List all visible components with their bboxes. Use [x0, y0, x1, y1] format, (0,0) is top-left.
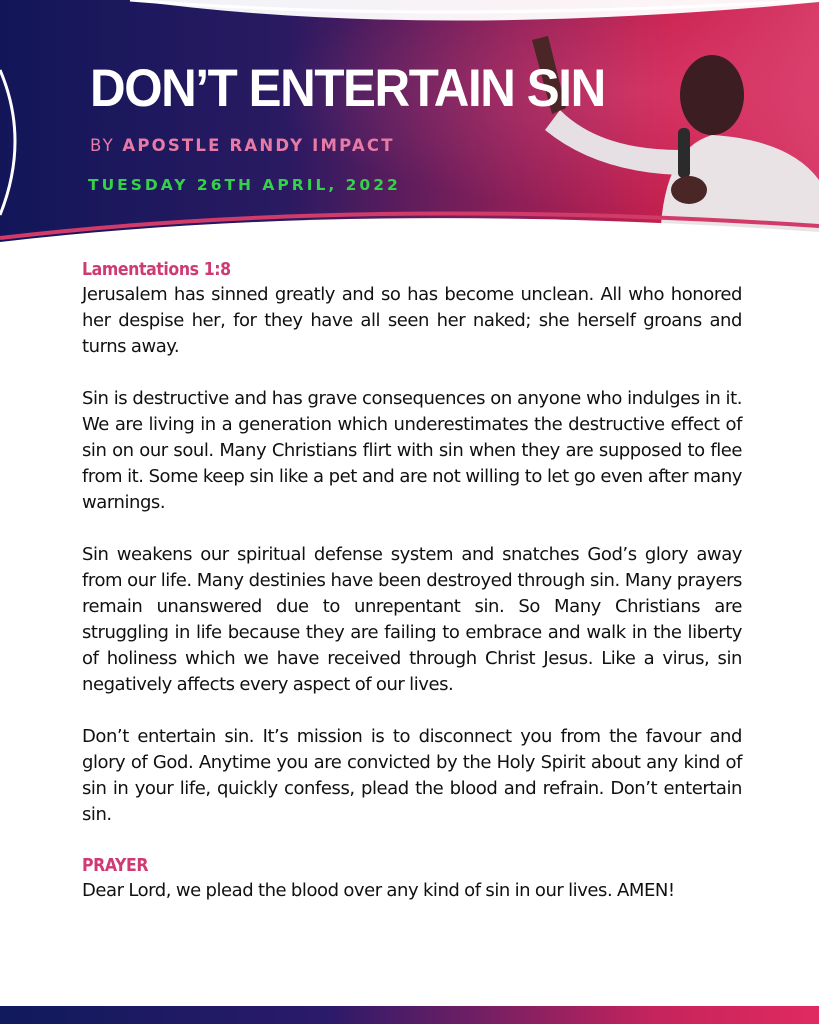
author-byline	[90, 136, 395, 155]
prayer-heading: PRAYER	[82, 856, 149, 876]
header-background	[0, 0, 819, 262]
footer-bar	[0, 1006, 819, 1024]
prayer-text: Dear Lord, we plead the blood over any kind of sin in our lives. AMEN!	[82, 880, 675, 901]
header-banner	[0, 0, 819, 262]
scripture-reference: Lamentations 1:8	[82, 260, 231, 280]
page-title: DON’T ENTERTAIN SIN	[90, 59, 605, 118]
devotional-content	[82, 258, 742, 904]
scripture-text: Jerusalem has sinned greatly and so has become unclean. All who honored her despise her, for they have all seen her naked; she herself groans and turns away.	[82, 284, 742, 357]
author-name: APOSTLE RANDY IMPACT	[122, 136, 395, 155]
body-paragraph-2: Sin weakens our spiritual defense system and snatches God’s glory away from our life. Many destinies have been destroyed through sin. Many prayers remain unanswered due to unrepentant sin. So Many Christians are struggling in life because they are failing to embrace and walk in the liberty of holiness which we have received through Christ Jesus. Like a virus, sin negatively affects every aspect of our lives.	[82, 544, 742, 695]
body-paragraph-3: Don’t entertain sin. It’s mission is to disconnect you from the favour and glory of God. Anytime you are convicted by the Holy Spirit about any kind of sin in your life, quickly confess, plead the blood and refrain. Don’t entertain sin.	[82, 726, 742, 825]
publish-date: TUESDAY 26TH APRIL, 2022	[88, 176, 401, 194]
byline-prefix: BY	[90, 136, 123, 155]
body-paragraph-1: Sin is destructive and has grave consequences on anyone who indulges in it. We are living in a generation which underestimates the destructive effect of sin on our soul. Many Christians flirt with sin when they are supposed to flee from it. Some keep sin like a pet and are not willing to let go even after many warnings.	[82, 388, 742, 513]
